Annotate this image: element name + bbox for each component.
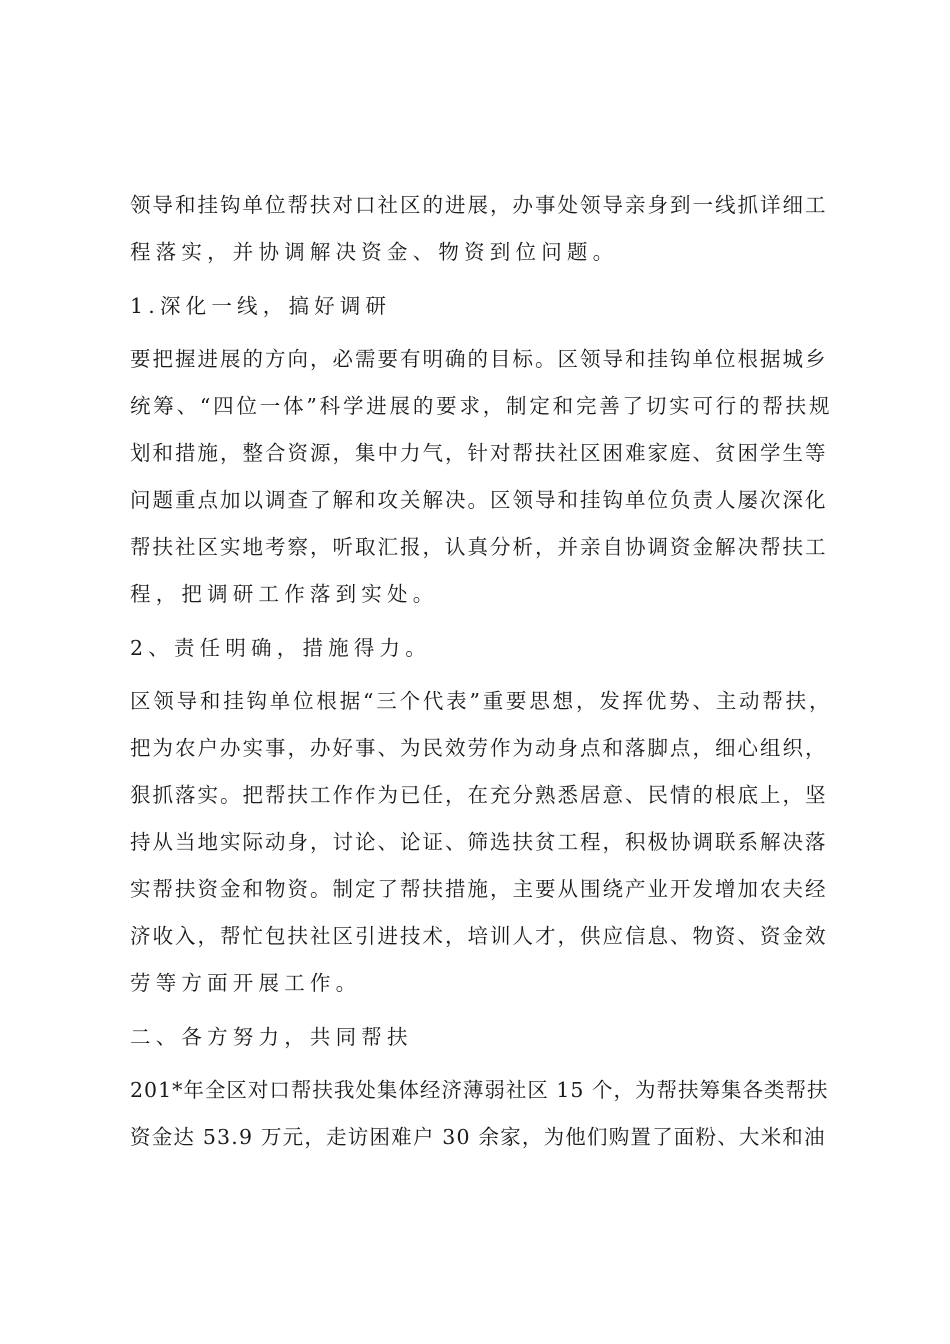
paragraph-line-10: 把为农户办实事，办好事、为民效劳作为动身点和落脚点，细心组织， xyxy=(130,736,828,760)
paragraph-line-11: 狠抓落实。把帮扶工作作为已任，在充分熟悉居意、民情的根底上，坚 xyxy=(130,783,828,807)
paragraph-line-3: 要把握进展的方向，必需要有明确的目标。区领导和挂钩单位根据城乡 xyxy=(130,347,828,371)
section-heading-1: 1.深化一线，搞好调研 xyxy=(130,294,392,318)
paragraph-line-16: 201*年全区对口帮扶我处集体经济薄弱社区 15 个，为帮扶筹集各类帮扶 xyxy=(130,1078,829,1102)
paragraph-line-15: 劳等方面开展工作。 xyxy=(130,971,362,995)
paragraph-line-6: 问题重点加以调查了解和攻关解决。区领导和挂钩单位负责人屡次深化 xyxy=(130,488,828,512)
paragraph-line-9: 区领导和挂钩单位根据“三个代表”重要思想，发挥优势、主动帮扶， xyxy=(130,689,833,713)
paragraph-line-2: 程落实，并协调解决资金、物资到位问题。 xyxy=(130,240,619,264)
paragraph-line-14: 济收入，帮忙包扶社区引进技术，培训人才，供应信息、物资、资金效 xyxy=(130,924,828,948)
paragraph-line-1: 领导和挂钩单位帮扶对口社区的进展，办事处领导亲身到一线抓详细工 xyxy=(130,193,828,217)
section-heading-3: 二、各方努力，共同帮扶 xyxy=(130,1025,413,1049)
paragraph-line-8: 程，把调研工作落到实处。 xyxy=(130,582,439,606)
paragraph-line-5: 划和措施，整合资源，集中力气，针对帮扶社区困难家庭、贫困学生等 xyxy=(130,441,828,465)
paragraph-line-13: 实帮扶资金和物资。制定了帮扶措施，主要从围绕产业开发增加农夫经 xyxy=(130,877,828,901)
section-heading-2: 2、责任明确，措施得力。 xyxy=(130,636,431,660)
paragraph-line-12: 持从当地实际动身，讨论、论证、筛选扶贫工程，积极协调联系解决落 xyxy=(130,830,828,854)
paragraph-line-17: 资金达 53.9 万元，走访困难户 30 余家，为他们购置了面粉、大米和油 xyxy=(130,1125,826,1149)
paragraph-line-4: 统筹、“四位一体”科学进展的要求，制定和完善了切实可行的帮扶规 xyxy=(130,394,833,418)
paragraph-line-7: 帮扶社区实地考察，听取汇报，认真分析，并亲自协调资金解决帮扶工 xyxy=(130,535,828,559)
